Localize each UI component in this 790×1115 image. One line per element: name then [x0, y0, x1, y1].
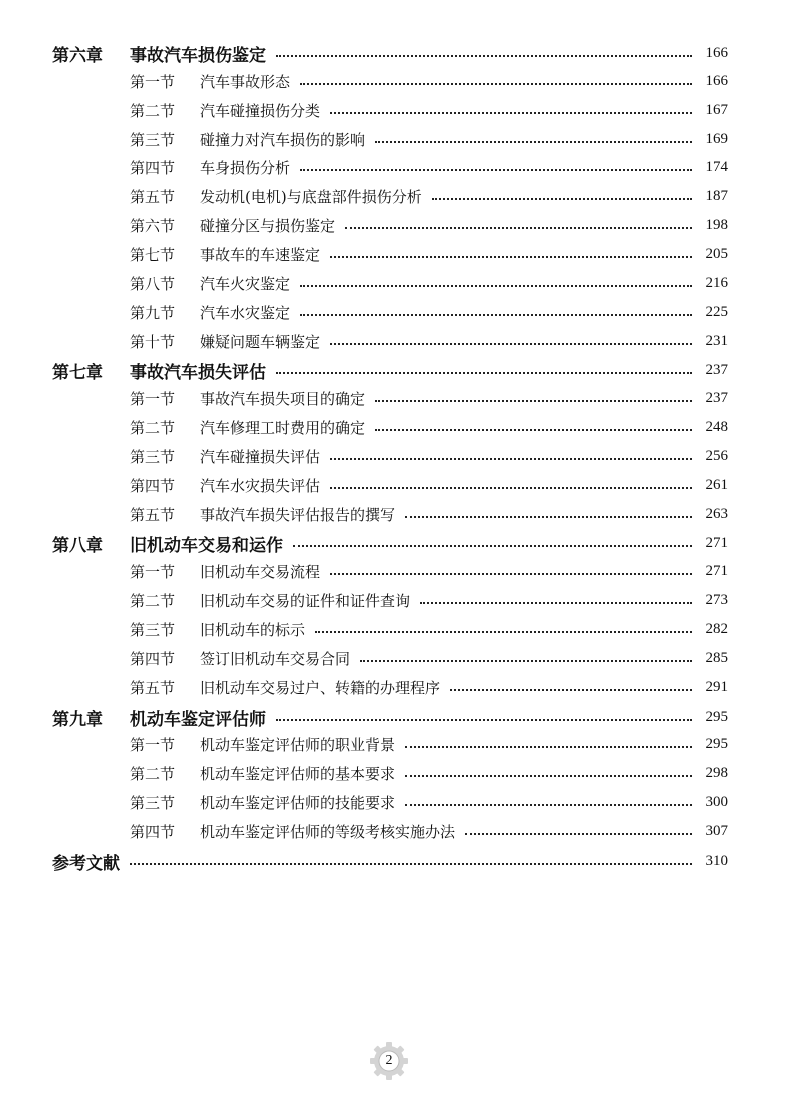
section-title: 汽车水灾损失评估	[200, 476, 321, 495]
section-label: 第三节	[130, 447, 176, 466]
section-label: 第二节	[130, 101, 176, 120]
page-number: 261	[705, 476, 728, 493]
dot-leader	[345, 227, 692, 229]
chapter-title: 旧机动车交易和运作	[130, 535, 283, 556]
dot-leader	[300, 169, 692, 171]
page-number: 237	[705, 389, 728, 406]
section-title: 车身损伤分析	[200, 158, 291, 177]
page-number: 291	[705, 678, 728, 695]
section-label: 第五节	[130, 187, 176, 206]
toc-section[interactable]	[130, 502, 728, 526]
page-number: 298	[705, 764, 728, 781]
section-title: 发动机(电机)与底盘部件损伤分析	[200, 187, 422, 206]
dot-leader	[300, 285, 692, 287]
chapter-label: 第九章	[52, 709, 103, 730]
page-number: 263	[705, 505, 728, 522]
toc-section[interactable]	[130, 559, 728, 583]
dot-leader	[465, 833, 692, 835]
page-number: 273	[705, 591, 728, 608]
page-number: 271	[705, 534, 728, 551]
toc-section[interactable]	[130, 790, 728, 814]
dot-leader	[330, 573, 692, 575]
section-label: 第四节	[130, 822, 176, 841]
chapter-label: 第七章	[52, 362, 103, 383]
section-title: 碰撞力对汽车损伤的影响	[200, 130, 366, 149]
toc-section[interactable]	[130, 242, 728, 266]
page-number: 2	[385, 1053, 393, 1068]
section-label: 第六节	[130, 216, 176, 235]
toc-section[interactable]	[130, 271, 728, 295]
page-number: 169	[705, 130, 728, 147]
section-label: 第三节	[130, 620, 176, 639]
page-number: 225	[705, 303, 728, 320]
section-title: 事故汽车损失评估报告的撰写	[200, 505, 396, 524]
page-number: 256	[705, 447, 728, 464]
chapter-title: 机动车鉴定评估师	[130, 709, 266, 730]
toc-section[interactable]	[130, 732, 728, 756]
page-number: 300	[705, 793, 728, 810]
section-label: 第三节	[130, 793, 176, 812]
page-number: 285	[705, 649, 728, 666]
section-title: 旧机动车交易流程	[200, 562, 321, 581]
dot-leader	[315, 631, 692, 633]
toc-section[interactable]	[130, 675, 728, 699]
page-number: 187	[705, 187, 728, 204]
toc-section[interactable]	[130, 588, 728, 612]
section-title: 旧机动车交易过户、转籍的办理程序	[200, 678, 441, 697]
section-label: 第一节	[130, 562, 176, 581]
chapter-title: 事故汽车损伤鉴定	[130, 45, 266, 66]
section-title: 机动车鉴定评估师的职业背景	[200, 735, 396, 754]
toc-section[interactable]	[130, 473, 728, 497]
page-number: 307	[705, 822, 728, 839]
dot-leader	[375, 429, 692, 431]
section-label: 第二节	[130, 591, 176, 610]
page-number: 231	[705, 332, 728, 349]
toc-section[interactable]	[130, 98, 728, 122]
dot-leader	[405, 746, 692, 748]
section-title: 机动车鉴定评估师的技能要求	[200, 793, 396, 812]
page-number: 174	[705, 158, 728, 175]
section-label: 第五节	[130, 678, 176, 697]
toc-chapter-6[interactable]	[52, 41, 728, 65]
page-number: 216	[705, 274, 728, 291]
page-number: 282	[705, 620, 728, 637]
section-title: 嫌疑问题车辆鉴定	[200, 332, 321, 351]
references-title: 参考文献	[52, 853, 120, 874]
section-label: 第十节	[130, 332, 176, 351]
page-number: 295	[705, 708, 728, 725]
section-label: 第九节	[130, 303, 176, 322]
toc-section[interactable]	[130, 155, 728, 179]
section-title: 汽车碰撞损伤分类	[200, 101, 321, 120]
dot-leader	[330, 112, 692, 114]
dot-leader	[276, 719, 692, 721]
page-number: 310	[705, 852, 728, 869]
section-label: 第四节	[130, 476, 176, 495]
dot-leader	[300, 83, 692, 85]
page-number-badge	[369, 1041, 409, 1081]
dot-leader	[432, 198, 692, 200]
dot-leader	[405, 804, 692, 806]
section-title: 旧机动车的标示	[200, 620, 306, 639]
page-number: 198	[705, 216, 728, 233]
section-label: 第八节	[130, 274, 176, 293]
section-title: 机动车鉴定评估师的基本要求	[200, 764, 396, 783]
dot-leader	[330, 256, 692, 258]
toc-chapter-7[interactable]	[52, 358, 728, 382]
page-number: 167	[705, 101, 728, 118]
section-label: 第四节	[130, 158, 176, 177]
toc-section[interactable]	[130, 300, 728, 324]
dot-leader	[450, 689, 692, 691]
section-label: 第一节	[130, 735, 176, 754]
section-title: 汽车事故形态	[200, 72, 291, 91]
toc-chapter-8[interactable]	[52, 531, 728, 555]
page-number: 205	[705, 245, 728, 262]
toc-chapter-9[interactable]	[52, 705, 728, 729]
toc-section[interactable]	[130, 646, 728, 670]
toc-section[interactable]	[130, 761, 728, 785]
page-number: 271	[705, 562, 728, 579]
page-number: 166	[705, 72, 728, 89]
dot-leader	[130, 863, 692, 865]
toc-section[interactable]	[130, 329, 728, 353]
dot-leader	[420, 602, 692, 604]
toc-section[interactable]	[130, 617, 728, 641]
dot-leader	[330, 343, 692, 345]
dot-leader	[276, 55, 692, 57]
section-title: 旧机动车交易的证件和证件查询	[200, 591, 411, 610]
dot-leader	[360, 660, 692, 662]
toc-section[interactable]	[130, 184, 728, 208]
dot-leader	[330, 487, 692, 489]
dot-leader	[293, 545, 692, 547]
dot-leader	[375, 141, 692, 143]
toc-section[interactable]	[130, 213, 728, 237]
chapter-title: 事故汽车损失评估	[130, 362, 266, 383]
section-title: 机动车鉴定评估师的等级考核实施办法	[200, 822, 456, 841]
section-label: 第七节	[130, 245, 176, 264]
section-label: 第二节	[130, 764, 176, 783]
dot-leader	[405, 775, 692, 777]
toc-section[interactable]	[130, 444, 728, 468]
section-title: 碰撞分区与损伤鉴定	[200, 216, 336, 235]
dot-leader	[405, 516, 692, 518]
chapter-label: 第八章	[52, 535, 103, 556]
dot-leader	[276, 372, 692, 374]
page-number: 237	[705, 361, 728, 378]
toc-section[interactable]	[130, 386, 728, 410]
section-title: 事故车的车速鉴定	[200, 245, 321, 264]
page-number: 248	[705, 418, 728, 435]
page-number: 166	[705, 44, 728, 61]
toc-section[interactable]	[130, 415, 728, 439]
section-label: 第四节	[130, 649, 176, 668]
section-label: 第二节	[130, 418, 176, 437]
section-title: 汽车修理工时费用的确定	[200, 418, 366, 437]
section-title: 汽车碰撞损失评估	[200, 447, 321, 466]
toc-section[interactable]	[130, 69, 728, 93]
section-title: 汽车水灾鉴定	[200, 303, 291, 322]
page-number: 295	[705, 735, 728, 752]
dot-leader	[300, 314, 692, 316]
section-label: 第一节	[130, 389, 176, 408]
toc-section[interactable]	[130, 127, 728, 151]
section-title: 汽车火灾鉴定	[200, 274, 291, 293]
chapter-label: 第六章	[52, 45, 103, 66]
section-title: 签订旧机动车交易合同	[200, 649, 351, 668]
dot-leader	[375, 400, 692, 402]
toc-references[interactable]	[52, 849, 728, 873]
section-title: 事故汽车损失项目的确定	[200, 389, 366, 408]
section-label: 第五节	[130, 505, 176, 524]
dot-leader	[330, 458, 692, 460]
toc-section[interactable]	[130, 819, 728, 843]
section-label: 第一节	[130, 72, 176, 91]
section-label: 第三节	[130, 130, 176, 149]
